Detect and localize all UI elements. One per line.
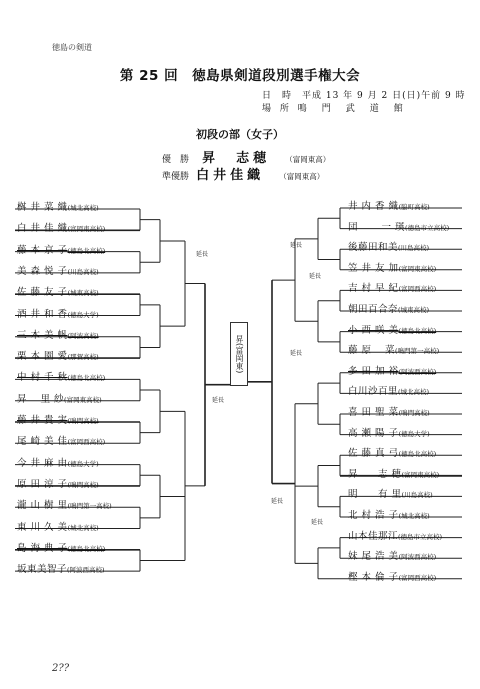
entry-school: (城北高校): [398, 512, 430, 520]
bracket-entry: [348, 466, 439, 480]
bracket-entry: [17, 263, 99, 277]
entry-name: 中 村 千 秋: [17, 372, 68, 384]
entry-name: 島 海 典 子: [17, 542, 68, 554]
result-label: 準優勝: [162, 172, 190, 182]
bracket-entry: [348, 198, 430, 212]
result-label: 優 勝: [162, 155, 190, 165]
entry-name: 藤 原 菜: [348, 345, 396, 357]
bracket-entry: [17, 199, 99, 213]
entry-name: 藤 本 京 子: [17, 244, 68, 256]
entry-school: (城北高校): [67, 204, 99, 212]
entry-name: 坂東美智子: [17, 564, 68, 576]
page-number: 2??: [52, 663, 70, 674]
entry-school: (城東高校): [67, 289, 99, 298]
entry-school: (徳島大学): [67, 310, 99, 319]
entry-school: (徳島市立高校): [398, 532, 443, 541]
bracket-entry: [17, 497, 112, 511]
entry-name: 昇 志 穂: [348, 468, 402, 480]
entry-school: (富岡東高校): [67, 225, 106, 234]
bracket-entry: [17, 327, 99, 341]
bracket-note: 延長: [290, 242, 303, 249]
bracket-entry: [17, 455, 99, 469]
section-title: 初段の部（女子）: [196, 128, 284, 141]
entry-school: (富岡東高校): [398, 264, 437, 273]
entry-name: 山本佳那江: [348, 530, 399, 542]
entry-name: 佐 藤 真 弓: [348, 448, 399, 460]
entry-name: 今 井 麻 由: [17, 457, 68, 469]
entry-name: 小 西 咲 美: [348, 324, 399, 336]
bracket-entry: [348, 404, 430, 418]
entry-name: 妹 尾 浩 美: [348, 551, 399, 563]
bracket-entry: [17, 561, 105, 575]
entry-name: 明 有 里: [348, 489, 402, 501]
entry-name: 尾 崎 美 佳: [17, 436, 68, 448]
entry-name: 栗 本 園 愛: [17, 351, 68, 363]
entry-name: 井 内 香 織: [348, 201, 399, 212]
entry-name: 美 森 悦 子: [17, 265, 68, 277]
bracket-entry: [17, 412, 99, 426]
bracket-entry: [17, 519, 99, 533]
entry-name: 高 瀬 陽 子: [348, 427, 399, 439]
entry-name: 原 田 涼 子: [17, 478, 68, 490]
entry-school: (鳴門高校): [398, 409, 430, 417]
bracket-entry: [17, 284, 99, 298]
entry-school: (城北高校): [398, 388, 430, 397]
entry-name: 後藤田和美: [348, 242, 399, 254]
entry-name: 多 田 加 裕: [348, 365, 399, 377]
entry-school: (阿波西高校): [398, 553, 437, 562]
publication-header: 徳島の剣道: [52, 43, 92, 52]
event-venue: 場 所 鳴 門 武 道 館: [262, 104, 406, 114]
bracket-entry: [348, 548, 436, 562]
bracket-entry: [17, 369, 105, 383]
entry-school: (徳島北高校): [398, 450, 437, 459]
bracket-note: 延長: [311, 519, 324, 526]
bracket-entry: [348, 486, 433, 500]
bracket-entry: [348, 445, 436, 459]
entry-school: (阿波西高校): [67, 566, 105, 575]
entry-name: 笠 井 友 加: [348, 262, 399, 274]
entry-name: 昇 里 紗: [17, 393, 65, 405]
bracket-entry: [17, 433, 105, 447]
bracket-note: 延長: [196, 251, 209, 258]
bracket-entry: [348, 239, 429, 253]
bracket-entry: [17, 348, 99, 362]
entry-school: (富岡西高校): [398, 285, 437, 294]
bracket-note: 延長: [271, 498, 284, 505]
entry-name: 団 一 瑛: [348, 221, 406, 233]
entry-school: (徳島市立高校): [405, 223, 450, 232]
bracket-entry: [348, 528, 442, 542]
bracket-entry: [17, 306, 99, 320]
entry-school: (富岡東高校): [401, 470, 440, 479]
entry-school: (徳島大学): [67, 459, 99, 468]
entry-school: (川島高校): [401, 491, 433, 500]
bracket-entry: [348, 260, 436, 274]
entry-name: 白 井 佳 織: [17, 223, 68, 235]
entry-name: 酒 井 和 香: [17, 308, 68, 320]
entry-school: (徳島北高校): [67, 544, 106, 553]
entry-name: 喜 田 聖 菜: [348, 407, 399, 418]
entry-name: 朝田百合奈: [348, 304, 399, 315]
entry-school: (鳴門高校): [67, 417, 99, 425]
entry-school: (徳島北高校): [67, 374, 106, 383]
bracket-note: 延長: [309, 273, 322, 280]
entry-name: 樫 本 倫 子: [348, 571, 399, 583]
entry-name: 三 木 美 帆: [17, 329, 68, 341]
bracket-entry: [348, 280, 436, 294]
bracket-entry: [17, 391, 102, 405]
entry-school: (鳴門第一高校): [395, 347, 440, 356]
entry-name: 白川沙百里: [348, 386, 399, 398]
result-name: 昇 志穂: [202, 151, 271, 166]
entry-school: (城東高校): [398, 306, 430, 314]
entry-name: 佐 藤 友 子: [17, 287, 68, 299]
page-title: 第 25 回 徳島県剣道段別選手権大会: [119, 68, 361, 84]
entry-school: (徳島北高校): [398, 326, 437, 335]
entry-school: (川島高校): [398, 244, 430, 253]
bracket-entry: [348, 569, 436, 583]
entry-school: (富岡西高校): [398, 573, 437, 582]
entry-name: 藤 井 貴 実: [17, 415, 68, 426]
bracket-note: 延長: [212, 397, 225, 404]
bracket-entry: [17, 242, 105, 256]
bracket-entry: [348, 383, 429, 397]
entry-school: (富岡東高校): [64, 395, 102, 404]
bracket-note: 延長: [290, 350, 303, 357]
entry-name: 北 村 浩 子: [348, 510, 399, 521]
bracket-entry: [17, 220, 105, 234]
entry-school: (徳島大学): [398, 429, 430, 438]
bracket-entry: [348, 507, 430, 521]
entry-school: (鳴門高校): [67, 480, 99, 489]
entry-name: 瀧 山 樹 里: [17, 500, 68, 512]
entry-name: 吉 村 早 紀: [348, 283, 399, 295]
entry-school: (城北高校): [67, 523, 99, 532]
bracket-entry: [348, 363, 436, 377]
entry-school: (阿波西高校): [398, 367, 437, 376]
bracket-entry: [348, 425, 430, 439]
bracket-entry: [17, 476, 99, 490]
champion-box: 昇(富岡東): [230, 322, 248, 386]
bracket-entry: [348, 301, 429, 315]
entry-school: (阿波高校): [67, 331, 99, 340]
entry-school: (富岡西高校): [67, 438, 106, 447]
entry-school: (徳島北高校): [67, 246, 106, 255]
bracket-entry: [348, 322, 436, 336]
entry-name: 桝 井 菜 織: [17, 202, 68, 213]
entry-school: (川島高校): [67, 267, 99, 276]
result-school: （富岡東高）: [279, 172, 325, 181]
bracket-entry: [17, 540, 105, 554]
entry-school: (鳴門第一高校): [67, 502, 112, 511]
entry-name: 東 川 久 美: [17, 521, 68, 533]
bracket-entry: [348, 219, 449, 233]
bracket-entry: [348, 342, 439, 356]
entry-school: (脇町高校): [398, 203, 430, 211]
event-datetime: 日 時 平成 13 年 9 月 2 日(日)午前 9 時: [262, 91, 466, 101]
result-name: 白井佳織: [196, 168, 265, 183]
result-school: （富岡東高）: [285, 155, 331, 164]
entry-school: (那賀高校): [67, 353, 99, 362]
